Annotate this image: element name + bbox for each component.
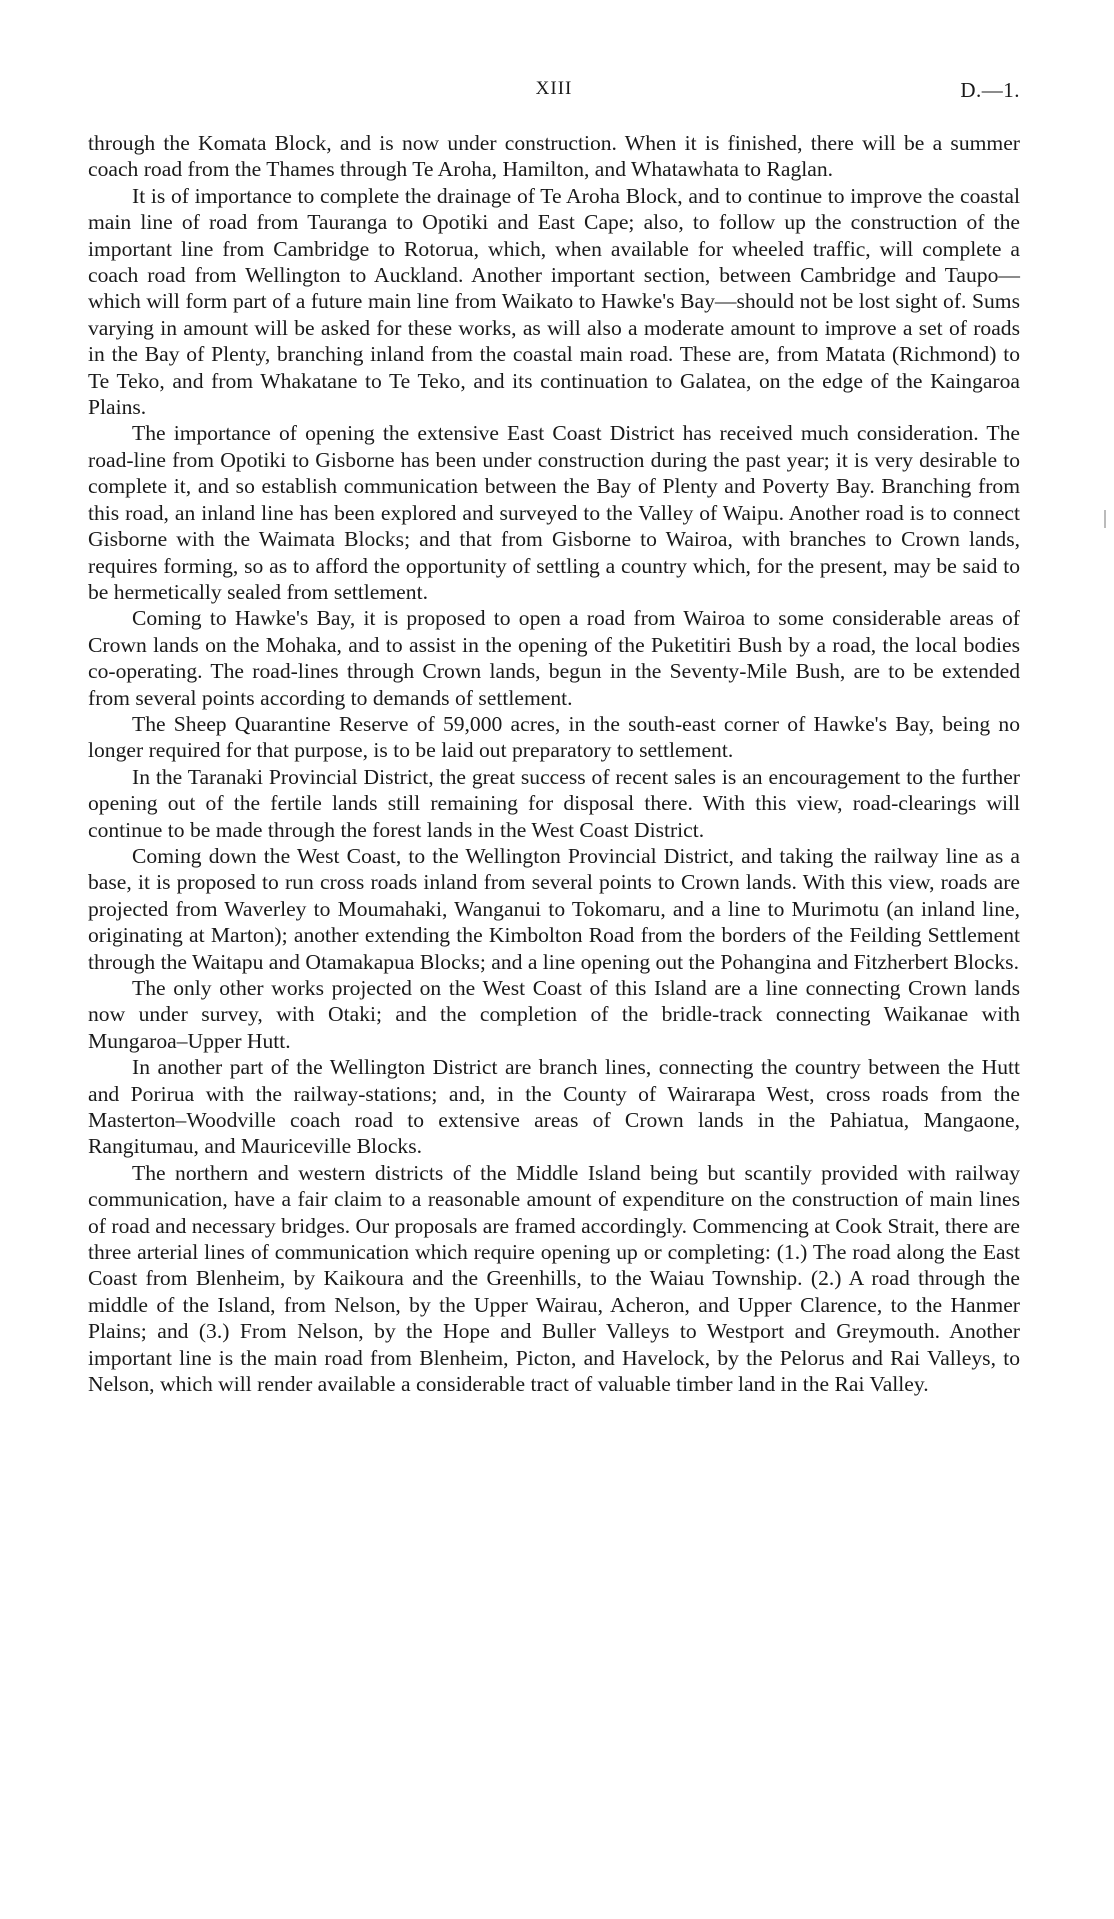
page-header xyxy=(88,78,1020,108)
paragraph: In another part of the Wellington District are branch lines, connecting the country between the Hutt and Porirua with the railway-stations; and, in the County of Wairarapa West, cross roads from the Masterton–Woodville coach road to extensive areas of Crown lands in the Pahiatua, Mangaone, Rangitumau, and Mauriceville Blocks. xyxy=(88,1055,1020,1159)
paragraph: The importance of opening the extensive East Coast District has received much consideration. The road-line from Opotiki to Gisborne has been under construction during the past year; it is very desirable to complete it, and so establish communication between the Bay of Plenty and Poverty Bay. Branching from this road, an inland line has been explored and surveyed to the Valley of Waipu. Another road is to connect Gisborne with the Waimata Blocks; and that from Gisborne to Wairoa, with branches to Crown lands, requires forming, so as to afford the opportunity of settling a country which, for the present, may be said to be hermetically sealed from settlement. xyxy=(88,421,1020,604)
page-number: XIII xyxy=(535,78,573,99)
paragraph-continuation: through the Komata Block, and is now under construction. When it is finished, there will be a summer coach road from the Thames through Te Aroha, Hamilton, and Whatawhata to Raglan. xyxy=(88,131,1020,182)
body-text xyxy=(88,130,1020,1398)
paragraph: The only other works projected on the West Coast of this Island are a line connecting Crown lands now under survey, with Otaki; and the completion of the bridle-track connecting Waikanae with Mungaroa–Upper Hutt. xyxy=(88,976,1020,1053)
paragraph: Coming down the West Coast, to the Wellington Provincial District, and taking the railway line as a base, it is proposed to run cross roads inland from several points to Crown lands. With this view, roads are projected from Waverley to Moumahaki, Wanganui to Tokomaru, and a line to Murimotu (an inland line, originating at Marton); another extending the Kimbolton Road from the borders of the Feilding Settlement through the Waitapu and Otamakapua Blocks; and a line opening out the Pohangina and Fitzherbert Blocks. xyxy=(88,843,1020,974)
paragraph: The Sheep Quarantine Reserve of 59,000 acres, in the south-east corner of Hawke's Bay, being no longer required for that purpose, is to be laid out preparatory to settlement. xyxy=(88,711,1020,763)
margin-scan-mark xyxy=(1104,510,1106,528)
paragraph: The northern and western districts of the Middle Island being but scantily provided with railway communication, have a fair claim to a reasonable amount of expenditure on the construction of main lines of road and necessary bridges. Our proposals are framed accordingly. Commencing at Cook Strait, there are three arterial lines of communication which require opening up or completing: (1.) The road along the East Coast from Blenheim, by Kaikoura and the Greenhills, to the Waiau Township. (2.) A road through the middle of the Island, from Nelson, by the Upper Wairau, Acheron, and Upper Clarence, to the Hanmer Plains; and (3.) From Nelson, by the Hope and Buller Valleys to Westport and Greymouth. Another important line is the main road from Blenheim, Picton, and Havelock, by the Pelorus and Rai Valleys, to Nelson, which will render available a considerable tract of valuable timber land in the Rai Valley. xyxy=(88,1160,1020,1397)
document-reference: D.—1. xyxy=(960,78,1020,102)
paragraph: Coming to Hawke's Bay, it is proposed to open a road from Wairoa to some considerable areas of Crown lands on the Mohaka, and to assist in the opening of the Puketitiri Bush by a road, the local bodies co-operating. The road-lines through Crown lands, begun in the Seventy-Mile Bush, are to be extended from several points according to demands of settlement. xyxy=(88,606,1020,710)
paragraph: It is of importance to complete the drainage of Te Aroha Block, and to continue to improve the coastal main line of road from Tauranga to Opotiki and East Cape; also, to follow up the construction of the important line from Cambridge to Rotorua, which, when available for wheeled traffic, will complete a coach road from Wellington to Auckland. Another important section, between Cambridge and Taupo—which will form part of a future main line from Waikato to Hawke's Bay—should not be lost sight of. Sums varying in amount will be asked for these works, as will also a moderate amount to improve a set of roads in the Bay of Plenty, branching inland from the coastal main road. These are, from Matata (Richmond) to Te Teko, and from Whakatane to Te Teko, and its continuation to Galatea, on the edge of the Kaingaroa Plains. xyxy=(88,183,1020,420)
paragraph: In the Taranaki Provincial District, the great success of recent sales is an encouragement to the further opening out of the fertile lands still remaining for disposal there. With this view, road-clearings will continue to be made through the forest lands in the West Coast District. xyxy=(88,764,1020,842)
